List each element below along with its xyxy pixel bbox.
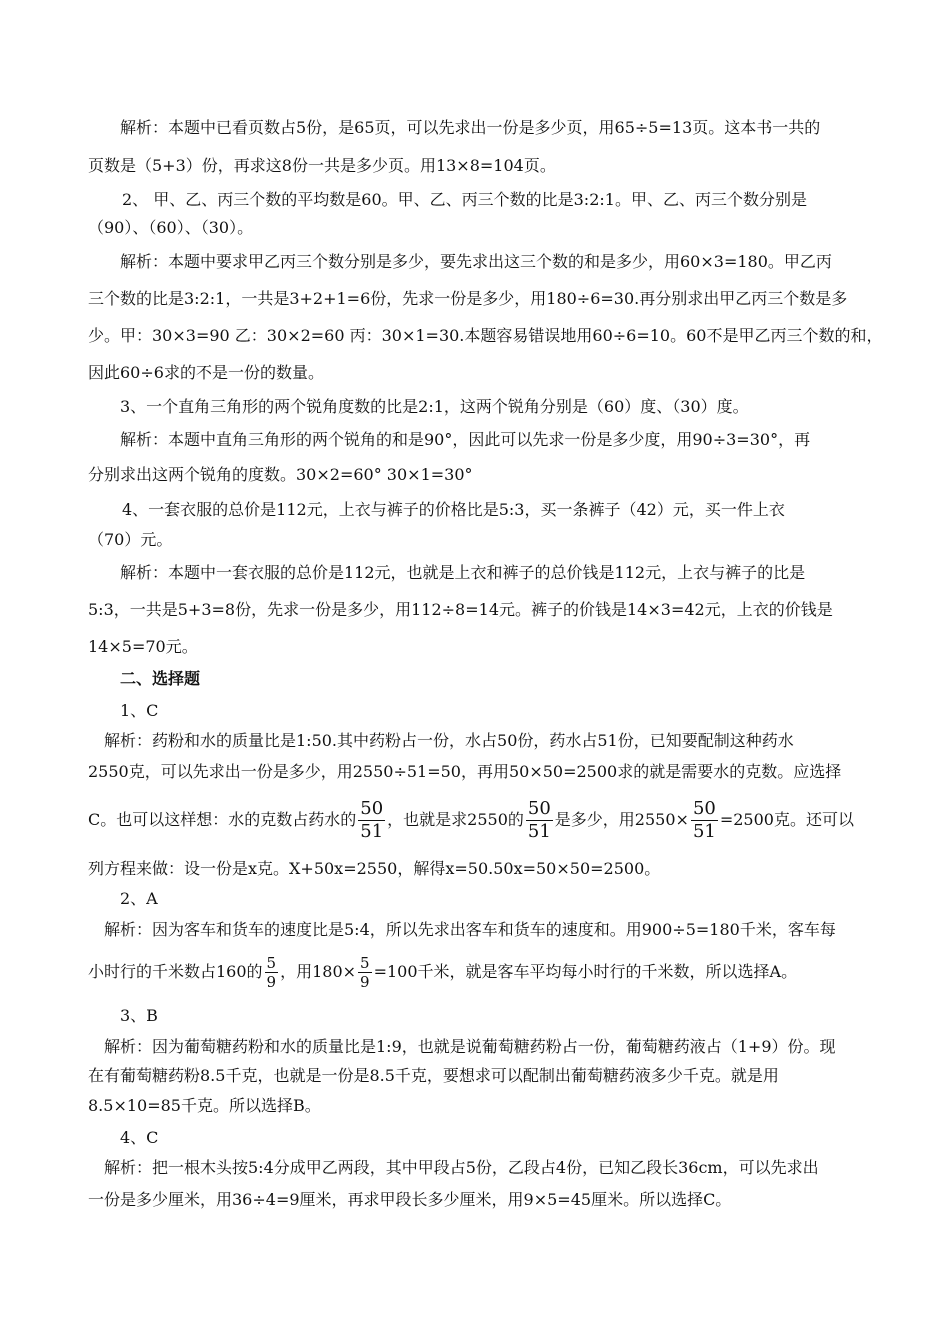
fraction-denominator: 9 xyxy=(266,973,277,991)
fraction-numerator: 5 xyxy=(266,954,277,972)
fraction-denominator: 51 xyxy=(527,821,551,842)
fraction-denominator: 51 xyxy=(360,821,384,842)
fraction-numerator: 50 xyxy=(692,798,716,819)
text-line: 解析：本题中已看页数占5份，是65页，可以先求出一份是多少页，用65÷5=13页。这本书一共的 xyxy=(120,118,821,137)
text-line: 5:3，一共是5+3=8份，先求一份是多少，用112÷8=14元。裤子的价钱是14×3=42元，上衣的价钱是 xyxy=(88,600,833,619)
text-line: 分别求出这两个锐角的度数。30×2=60° 30×1=30° xyxy=(88,465,473,484)
fraction xyxy=(691,798,718,843)
text-line: 解析：把一根木头按5:4分成甲乙两段，其中甲段占5份，乙段占4份，已知乙段长36cm，可以先求出 xyxy=(104,1158,819,1177)
section-heading: 二、选择题 xyxy=(120,669,201,688)
question-4: 4、一套衣服的总价是112元，上衣与裤子的价格比是5:3，买一条裤子（42）元，买一件上衣 xyxy=(122,500,785,519)
text-line-with-fractions xyxy=(88,950,797,994)
fraction-numerator: 5 xyxy=(360,954,370,972)
text-segment: ，用180× xyxy=(280,962,357,981)
text-line: 解析：本题中直角三角形的两个锐角的和是90°，因此可以先求一份是多少度，用90÷3=30°，再 xyxy=(120,430,811,449)
text-line: 8.5×10=85千克。所以选择B。 xyxy=(88,1096,321,1115)
text-line: 三个数的比是3:2:1，一共是3+2+1=6份，先求一份是多少，用180÷6=30.再分别求出甲乙丙三个数是多 xyxy=(88,289,848,308)
fraction xyxy=(358,798,385,843)
text-line: 解析：因为客车和货车的速度比是5:4，所以先求出客车和货车的速度和。用900÷5=180千米，客车每 xyxy=(104,920,836,939)
answer-label: 2、A xyxy=(120,889,158,908)
text-segment: 小时行的千米数占160的 xyxy=(88,962,263,981)
text-line: 列方程来做：设一份是x克。X+50x=2550，解得x=50.50x=50×50=2500。 xyxy=(88,859,661,878)
text-segment: =2500克。还可以 xyxy=(719,810,854,829)
fraction-denominator: 9 xyxy=(360,973,370,991)
fraction xyxy=(265,954,279,991)
text-line: 解析：因为葡萄糖药粉和水的质量比是1:9，也就是说葡萄糖药粉占一份，葡萄糖药液占（1+9）份。现 xyxy=(104,1037,836,1056)
text-segment: ，也就是求2550的 xyxy=(387,810,524,829)
question-3: 3、一个直角三角形的两个锐角度数的比是2:1，这两个锐角分别是（60）度、（30）度。 xyxy=(120,397,749,416)
answer-label: 1、C xyxy=(120,701,159,720)
answer-label: 4、C xyxy=(120,1128,159,1147)
text-line-with-fractions xyxy=(88,790,854,850)
text-line: 少。甲：30×3=90 乙：30×2=60 丙：30×1=30.本题容易错误地用60÷6=10。60不是甲乙丙三个数的和， xyxy=(88,326,883,345)
text-line: 页数是（5+3）份，再求这8份一共是多少页。用13×8=104页。 xyxy=(88,156,556,175)
text-line: （90）、（60）、（30）。 xyxy=(88,218,254,237)
text-line: 2550克，可以先求出一份是多少，用2550÷51=50，再用50×50=2500求的就是需要水的克数。应选择 xyxy=(88,762,842,781)
text-line: （70）元。 xyxy=(88,530,173,549)
text-line: 因此60÷6求的不是一份的数量。 xyxy=(88,363,324,382)
answer-label: 3、B xyxy=(120,1006,158,1025)
text-segment: =100千米，就是客车平均每小时行的千米数，所以选择A。 xyxy=(373,962,798,981)
text-line: 一份是多少厘米，用36÷4=9厘米，再求甲段长多少厘米，用9×5=45厘米。所以选择C。 xyxy=(88,1190,732,1209)
question-2: 2、 甲、乙、丙三个数的平均数是60。甲、乙、丙三个数的比是3:2:1。甲、乙、丙三个数分别是 xyxy=(122,190,807,209)
text-line: 解析：本题中要求甲乙丙三个数分别是多少，要先求出这三个数的和是多少，用60×3=180。甲乙丙 xyxy=(120,252,832,271)
text-segment: C。也可以这样想：水的克数占药水的 xyxy=(88,810,357,829)
fraction xyxy=(358,954,372,991)
text-line: 在有葡萄糖药粉8.5千克，也就是一份是8.5千克，要想求可以配制出葡萄糖药液多少千克。就是用 xyxy=(88,1066,779,1085)
text-line: 14×5=70元。 xyxy=(88,637,198,656)
fraction-numerator: 50 xyxy=(527,798,551,819)
text-line: 解析：药粉和水的质量比是1:50.其中药粉占一份，水占50份，药水占51份，已知要配制这种药水 xyxy=(104,731,794,750)
fraction-numerator: 50 xyxy=(360,798,384,819)
text-line: 解析：本题中一套衣服的总价是112元，也就是上衣和裤子的总价钱是112元，上衣与裤子的比是 xyxy=(120,563,806,582)
text-segment: 是多少，用2550× xyxy=(554,810,689,829)
fraction-denominator: 51 xyxy=(692,821,716,842)
fraction xyxy=(526,798,553,843)
